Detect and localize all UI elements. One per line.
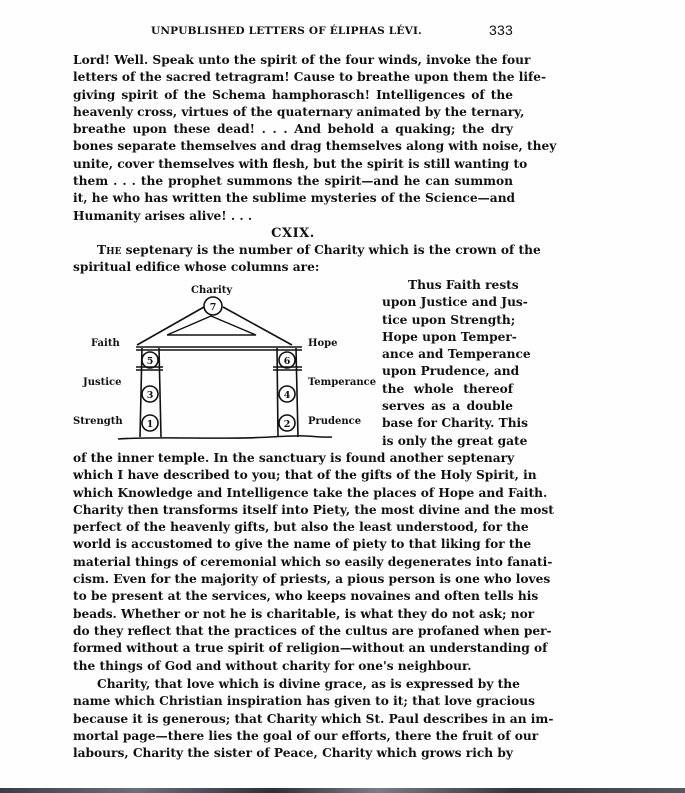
paragraph-2 [73, 450, 554, 675]
text-line: heavenly cross, virtues of the quaternary animated by the ternary, [73, 104, 525, 119]
scan-edge-strip [0, 788, 685, 793]
text-line: Charity, that love which is divine grace, as is expressed by the [97, 677, 520, 691]
text-line: Charity then transforms itself into Piety, the most divine and the most [73, 502, 554, 517]
paragraph-1 [73, 52, 557, 225]
small-caps-word: The [97, 243, 122, 257]
text-line: cism. Even for the majority of priests, a pious person is one who loves [73, 572, 551, 587]
label-charity: Charity [191, 285, 233, 296]
text-line: base for Charity. This [382, 416, 529, 431]
label-prudence: Prudence [308, 416, 362, 427]
circle-number-2: 2 [283, 419, 291, 430]
text-line: perfect of the heavenly gifts, but also the least understood, for the [73, 520, 529, 535]
text-line: upon Prudence, and [382, 364, 520, 379]
text-line: upon Justice and Jus- [382, 295, 528, 310]
label-justice: Justice [83, 377, 122, 388]
text-line: serves as a double [382, 399, 513, 414]
temple-diagram [70, 282, 380, 447]
circle-number-1: 1 [146, 419, 154, 430]
running-head [73, 22, 513, 40]
text-line: material things of ceremonial which so easily degenerates into fanati- [73, 554, 553, 569]
text-line: bones separate themselves and drag themselves along with noise, they [73, 139, 557, 154]
text-line: to be present at the services, who keeps novaines and often tells his [73, 589, 539, 604]
diagram-side-text [382, 277, 531, 450]
section-heading: CXIX. [271, 226, 315, 241]
label-hope: Hope [308, 338, 338, 349]
label-faith: Faith [91, 338, 120, 349]
text-line: letters of the sacred tetragram! Cause to breathe upon them the life- [73, 70, 547, 85]
page-number: 333 [489, 22, 513, 38]
text-line: beads. Whether or not he is charitable, is what they do not ask; nor [73, 606, 535, 621]
text-line: tice upon Strength; [382, 312, 516, 327]
circle-number-7: 7 [209, 302, 217, 313]
text-line: which Knowledge and Intelligence take the places of Hope and Faith. [73, 485, 548, 500]
text-line: ance and Temperance [382, 347, 531, 362]
text-line: Humanity arises alive! . . . [73, 208, 253, 223]
text-line: the things of God and without charity for one's neighbour. [73, 658, 472, 673]
text-line: Hope upon Temper- [382, 329, 517, 344]
text-line: unite, cover themselves with flesh, but the spirit is still wanting to [73, 156, 528, 171]
text-line: it, he who has written the sublime mysteries of the Science—and [73, 191, 516, 206]
text-line: because it is generous; that Charity which St. Paul describes in an im- [73, 711, 554, 726]
text-line: world is accustomed to give the name of piety to that liking for the [73, 537, 532, 552]
text-line: breathe upon these dead! . . . And behold a quaking; the dry [73, 122, 513, 137]
circle-number-6: 6 [283, 356, 291, 367]
circle-number-4: 4 [283, 390, 291, 401]
circle-number-5: 5 [146, 356, 154, 367]
text-line: of the inner temple. In the sanctuary is found another septenary [73, 451, 515, 465]
running-title: UNPUBLISHED LETTERS OF ÉLIPHAS LÉVI. [151, 25, 422, 37]
paragraph-3 [73, 676, 554, 762]
section-intro [73, 242, 541, 277]
text-line: which I have described to you; that of the gifts of the Holy Spirit, in [73, 468, 537, 483]
text-line: name which Christian inspiration has given to it; that love gracious [73, 694, 536, 709]
text-line: the whole thereof [382, 381, 513, 396]
text-line: is only the great gate [382, 433, 528, 448]
label-temperance: Temperance [308, 377, 377, 388]
text-line: spiritual edifice whose columns are: [73, 260, 320, 275]
text-line: formed without a true spirit of religion—without an understanding of [73, 641, 548, 656]
text-line: Lord! Well. Speak unto the spirit of the four winds, invoke the four [73, 53, 531, 67]
text-line: labours, Charity the sister of Peace, Charity which grows rich by [73, 746, 513, 761]
text-line: Thus Faith rests [408, 278, 519, 292]
text-line: do they reflect that the practices of the cultus are profaned when per- [73, 623, 552, 638]
label-strength: Strength [73, 416, 123, 427]
text-line: them . . . the prophet summons the spirit—and he can summon [73, 174, 513, 189]
text-line [73, 242, 541, 259]
text-line: giving spirit of the Schema hamphorasch! Intelligences of the [73, 87, 513, 102]
text-line: mortal page—there lies the goal of our efforts, there the fruit of our [73, 728, 539, 743]
text-span: septenary is the number of Charity which is the crown of the [121, 243, 541, 257]
circle-number-3: 3 [146, 390, 154, 401]
